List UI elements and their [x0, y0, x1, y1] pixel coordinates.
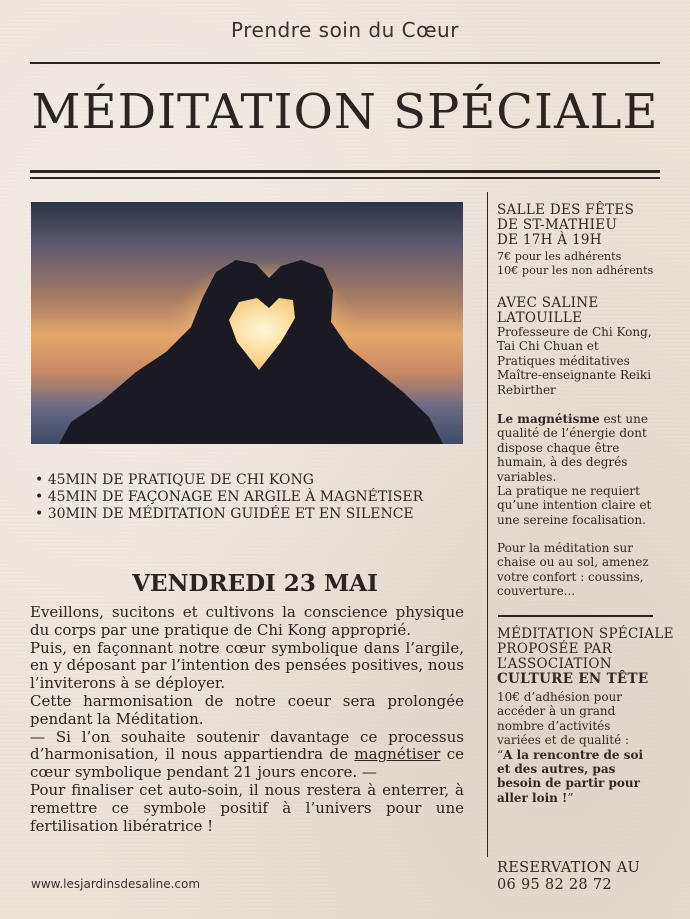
description — [30, 604, 464, 835]
quote-line — [497, 748, 677, 762]
description-text: ce cœur symbolique pendant 21 jours encore. — — [30, 745, 465, 782]
quote-text: A la rencontre de soi — [503, 747, 644, 762]
magnetiser-emphasis: magnétiser — [354, 745, 441, 764]
magnetism-line: La pratique ne requiert — [497, 484, 640, 499]
host-line: LATOUILLE — [497, 310, 583, 326]
quote-line — [497, 791, 677, 805]
adhesion-line: accéder à un grand — [497, 704, 616, 719]
magnetism-line: qu’une intention claire et — [497, 498, 652, 513]
top-rule — [30, 62, 660, 64]
heart-hands-photo — [31, 202, 463, 444]
price-line: 10€ pour les non adhérents — [497, 263, 654, 277]
description-paragraph: Cette harmonisation de notre coeur sera prolongée pendant la Méditation. — [30, 691, 464, 728]
comfort-info — [497, 541, 677, 599]
reservation-info — [497, 860, 675, 894]
reservation-phone[interactable]: 06 95 82 28 72 — [497, 877, 612, 893]
program-item: • 45MIN DE FAÇONAGE EN ARGILE À MAGNÉTISER — [35, 489, 424, 505]
description-paragraph: Pour finaliser cet auto-soin, il nous restera à enterrer, à remettre ce symbole positif à l’univers pour une fertilisation libératrice ! — [30, 780, 464, 835]
host-line: AVEC SALINE — [497, 295, 599, 311]
description-paragraph — [30, 729, 464, 782]
host-desc-line: Rebirther — [497, 382, 556, 397]
association-info — [497, 627, 682, 687]
association-name: CULTURE EN TÊTE — [497, 671, 649, 687]
adhesion-info — [497, 690, 677, 805]
event-kicker: Prendre soin du Cœur — [231, 18, 459, 42]
magnetism-text: est une — [599, 412, 648, 426]
column-divider — [487, 192, 488, 857]
quote-line: besoin de partir pour — [497, 776, 640, 791]
description-paragraph: Eveillons, sucitons et cultivons la conscience physique du corps par une pratique de Chi Kong approprié. — [30, 603, 464, 639]
title-rule-thick — [30, 170, 660, 173]
association-line: L’ASSOCIATION — [497, 656, 612, 672]
program-item: • 45MIN DE PRATIQUE DE CHI KONG — [35, 472, 314, 488]
host-title — [497, 296, 675, 326]
quote-open: “ — [497, 747, 504, 762]
magnetism-line: humain, à des degrés — [497, 455, 628, 470]
description-paragraph: Puis, en façonnant notre cœur symbolique dans l’argile, en y déposant par l’intention des pensées positives, nous l’inviterons à se déployer. — [30, 638, 464, 693]
event-date: VENDREDI 23 MAI — [132, 570, 378, 597]
magnetism-info — [497, 412, 677, 527]
comfort-line: couverture... — [497, 584, 576, 599]
quote-line: et des autres, pas — [497, 762, 616, 777]
sidebar-rule — [498, 615, 653, 617]
heart-hands-illustration — [31, 202, 463, 444]
venue-line: DE ST-MATHIEU — [497, 217, 618, 233]
comfort-line: votre confort : coussins, — [497, 569, 644, 584]
adhesion-line: 10€ d’adhésion pour — [497, 690, 623, 704]
website-link[interactable]: www.lesjardinsdesaline.com — [31, 877, 201, 891]
magnetism-line: variables. — [497, 469, 557, 484]
program-item: • 30MIN DE MÉDITATION GUIDÉE ET EN SILENCE — [35, 506, 414, 522]
host-desc-line: Professeure de Chi Kong, — [497, 325, 652, 339]
magnetism-line: dispose chaque être — [497, 440, 620, 455]
host-description — [497, 325, 677, 397]
venue-line: DE 17H À 19H — [497, 232, 602, 248]
program-list — [35, 472, 423, 523]
price-info — [497, 250, 682, 277]
price-line: 7€ pour les adhérents — [497, 250, 622, 263]
venue-info — [497, 203, 675, 248]
magnetism-line: une sereine focalisation. — [497, 512, 646, 527]
page-title: MÉDITATION SPÉCIALE — [31, 84, 659, 140]
title-rule-thin — [30, 177, 660, 179]
magnetism-line: qualité de l’énergie dont — [497, 426, 647, 441]
association-line: MÉDITATION SPÉCIALE — [497, 626, 674, 642]
comfort-line: Pour la méditation sur — [497, 541, 633, 555]
quote-text: aller loin ! — [497, 790, 568, 805]
magnetism-term: Le magnétisme — [497, 412, 600, 426]
association-line: PROPOSÉE PAR — [497, 641, 613, 657]
reservation-label: RESERVATION AU — [497, 860, 641, 876]
host-desc-line: Maître-enseignante Reiki — [497, 368, 652, 383]
host-desc-line: Pratiques méditatives — [497, 353, 630, 368]
comfort-line: chaise ou au sol, amenez — [497, 555, 649, 570]
magnetism-line — [497, 412, 677, 426]
adhesion-line: nombre d’activités — [497, 718, 611, 733]
host-desc-line: Tai Chi Chuan et — [497, 339, 599, 354]
adhesion-line: variées et de qualité : — [497, 733, 630, 748]
description-text: — Si l’on souhaite soutenir davantage ce processus d’harmonisation, il nous appartiendra de — [30, 727, 464, 764]
quote-close: ” — [567, 790, 574, 805]
venue-line: SALLE DES FÊTES — [497, 202, 635, 218]
